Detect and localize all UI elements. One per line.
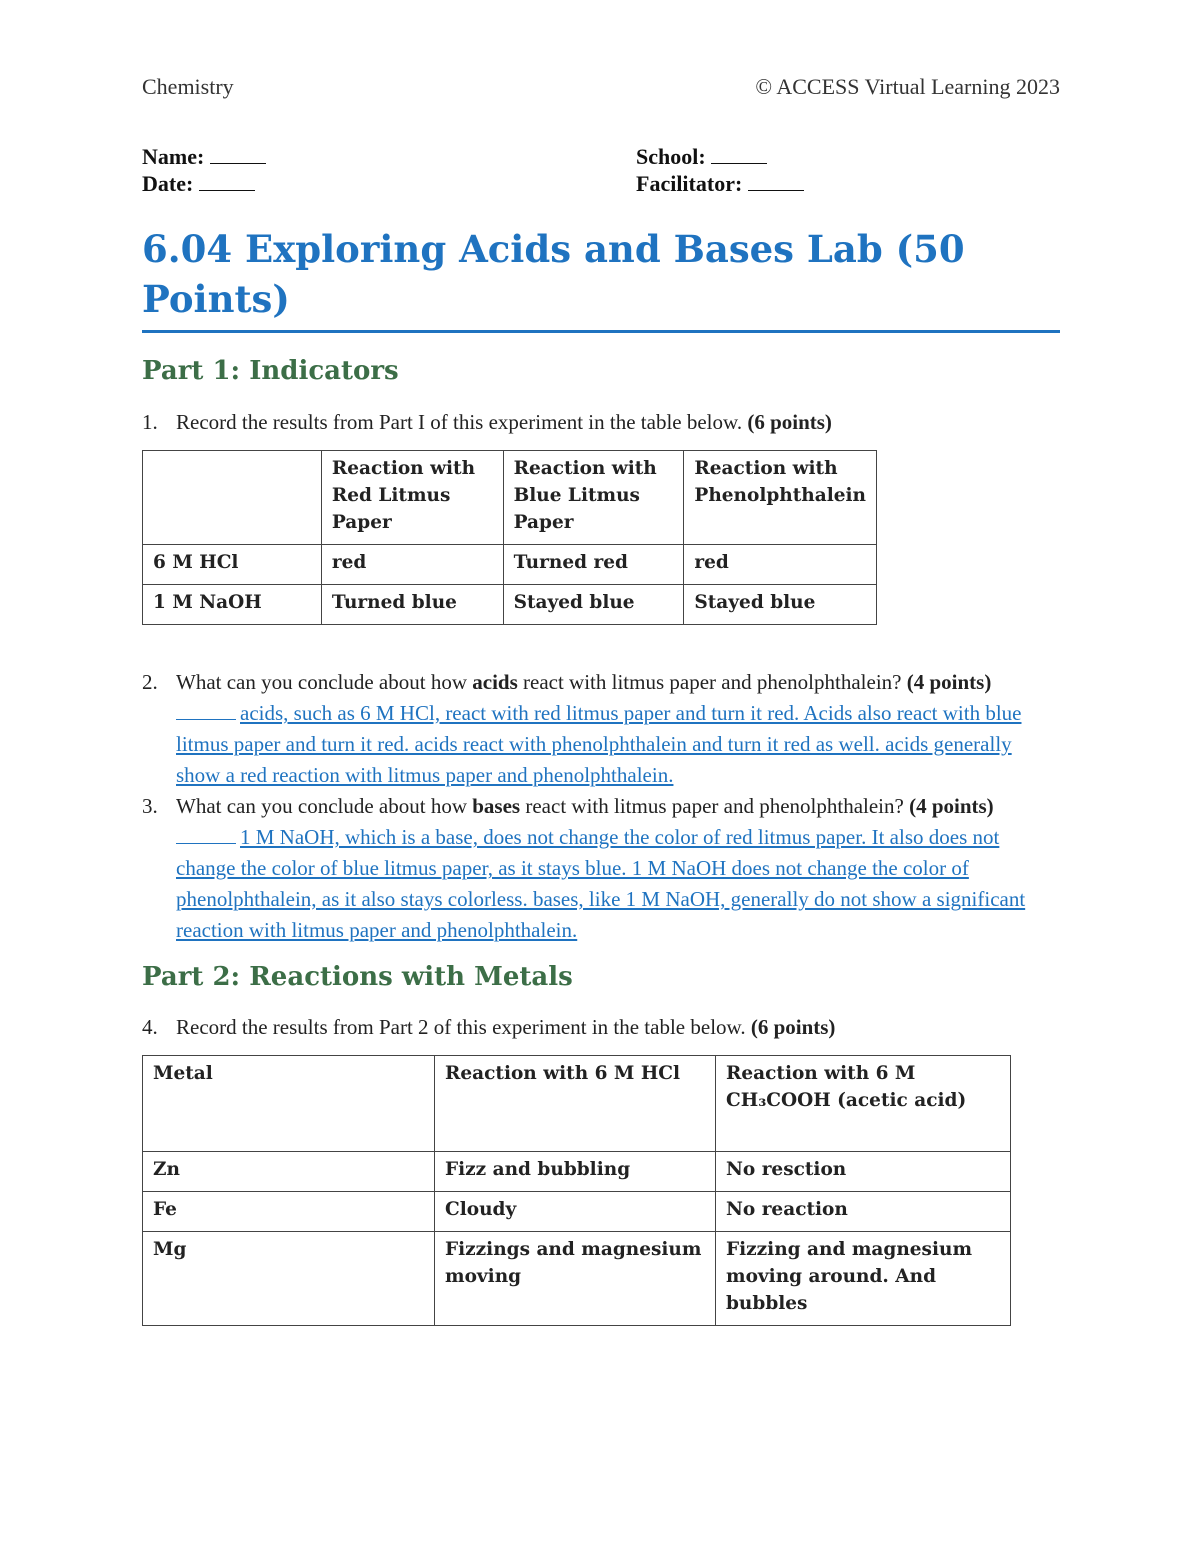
table-cell: Turned red	[503, 545, 684, 585]
table-header-row	[143, 451, 877, 545]
table-cell: Fizzing and magnesium moving around. And bubbles	[716, 1232, 1011, 1326]
name-field[interactable]	[210, 145, 266, 164]
question-text: Record the results from Part 2 of this experiment in the table below.	[176, 1015, 751, 1039]
title-line-1: 6.04 Exploring Acids and Bases Lab (50	[142, 227, 965, 271]
part2-heading: Part 2: Reactions with Metals	[142, 962, 573, 992]
table-cell: Fizz and bubbling	[435, 1152, 716, 1192]
table-header-cell	[143, 451, 322, 545]
school-label: School:	[636, 144, 706, 169]
facilitator-field[interactable]	[748, 172, 804, 191]
date-field[interactable]	[199, 172, 255, 191]
question-text: react with litmus paper and phenolphthalein?	[520, 794, 910, 818]
table-cell: Fizzings and magnesium moving	[435, 1232, 716, 1326]
table-cell: red	[684, 545, 877, 585]
table-header-cell: Reaction with Phenolphthalein	[684, 451, 877, 545]
header-subject: Chemistry	[142, 74, 234, 99]
table-cell: red	[321, 545, 503, 585]
name-label: Name:	[142, 144, 205, 169]
table-cell: 6 M HCl	[143, 545, 322, 585]
page-header	[142, 74, 1060, 100]
table-header-cell: Reaction with Red Litmus Paper	[321, 451, 503, 545]
header-copyright: © ACCESS Virtual Learning 2023	[755, 74, 1060, 99]
info-row-1	[142, 144, 1060, 170]
table-header-row	[143, 1056, 1011, 1152]
question-points: (6 points)	[747, 410, 832, 434]
table-cell: No resction	[716, 1152, 1011, 1192]
answer-text[interactable]: acids, such as 6 M HCl, react with red litmus paper and turn it red. Acids also react with blue litmus paper and turn it red. acids react with phenolphthalein and turn it red as well. acids generally show a red reaction with litmus paper and phenolphthalein.	[176, 701, 1022, 787]
table-row	[143, 1192, 1011, 1232]
table-cell: No reaction	[716, 1192, 1011, 1232]
table-row	[143, 545, 877, 585]
table-cell: Turned blue	[321, 585, 503, 625]
page-title	[142, 224, 1060, 324]
answer-text[interactable]: 1 M NaOH, which is a base, does not change the color of red litmus paper. It also does not change the color of blue litmus paper, as it stays blue. 1 M NaOH does not change the color of phenolphthalein, as it also stays colorless. bases, like 1 M NaOH, generally do not show a significant reaction with litmus paper and phenolphthalein.	[176, 825, 1026, 942]
school-field[interactable]	[711, 145, 767, 164]
table-row	[143, 1232, 1011, 1326]
title-divider	[142, 330, 1060, 333]
table-cell: Stayed blue	[503, 585, 684, 625]
question-number: 2.	[142, 670, 158, 694]
question-points: (6 points)	[750, 1015, 836, 1039]
table-header-cell: Reaction with 6 M HCl	[435, 1056, 716, 1152]
question-number: 4.	[142, 1015, 158, 1039]
question-number: 3.	[142, 794, 158, 818]
part1-heading: Part 1: Indicators	[142, 356, 399, 386]
metals-table	[142, 1055, 1011, 1326]
table-cell: 1 M NaOH	[143, 585, 322, 625]
table-cell: Zn	[143, 1152, 435, 1192]
table-row	[143, 1152, 1011, 1192]
answer-blank	[176, 699, 236, 720]
table-cell: Stayed blue	[684, 585, 877, 625]
question-number: 1.	[142, 410, 158, 434]
date-label: Date:	[142, 171, 194, 196]
answer-blank	[176, 823, 236, 844]
table-header-cell: Metal	[143, 1056, 435, 1152]
facilitator-label: Facilitator:	[636, 171, 743, 196]
table-header-cell: Reaction with Blue Litmus Paper	[503, 451, 684, 545]
question-text: react with litmus paper and phenolphthalein?	[517, 670, 907, 694]
info-row-2	[142, 171, 1060, 197]
question-text: What can you conclude about how	[176, 670, 473, 694]
question-points: (4 points)	[909, 794, 994, 818]
question-keyword: acids	[472, 670, 518, 694]
question-points: (4 points)	[906, 670, 992, 694]
title-line-2: Points)	[142, 277, 290, 321]
table-cell: Cloudy	[435, 1192, 716, 1232]
question-keyword: bases	[472, 794, 521, 818]
table-cell: Mg	[143, 1232, 435, 1326]
indicators-table	[142, 450, 877, 625]
table-header-cell: Reaction with 6 M CH₃COOH (acetic acid)	[716, 1056, 1011, 1152]
table-row	[143, 585, 877, 625]
question-text: What can you conclude about how	[176, 794, 473, 818]
table-cell: Fe	[143, 1192, 435, 1232]
question-text: Record the results from Part I of this experiment in the table below.	[176, 410, 748, 434]
